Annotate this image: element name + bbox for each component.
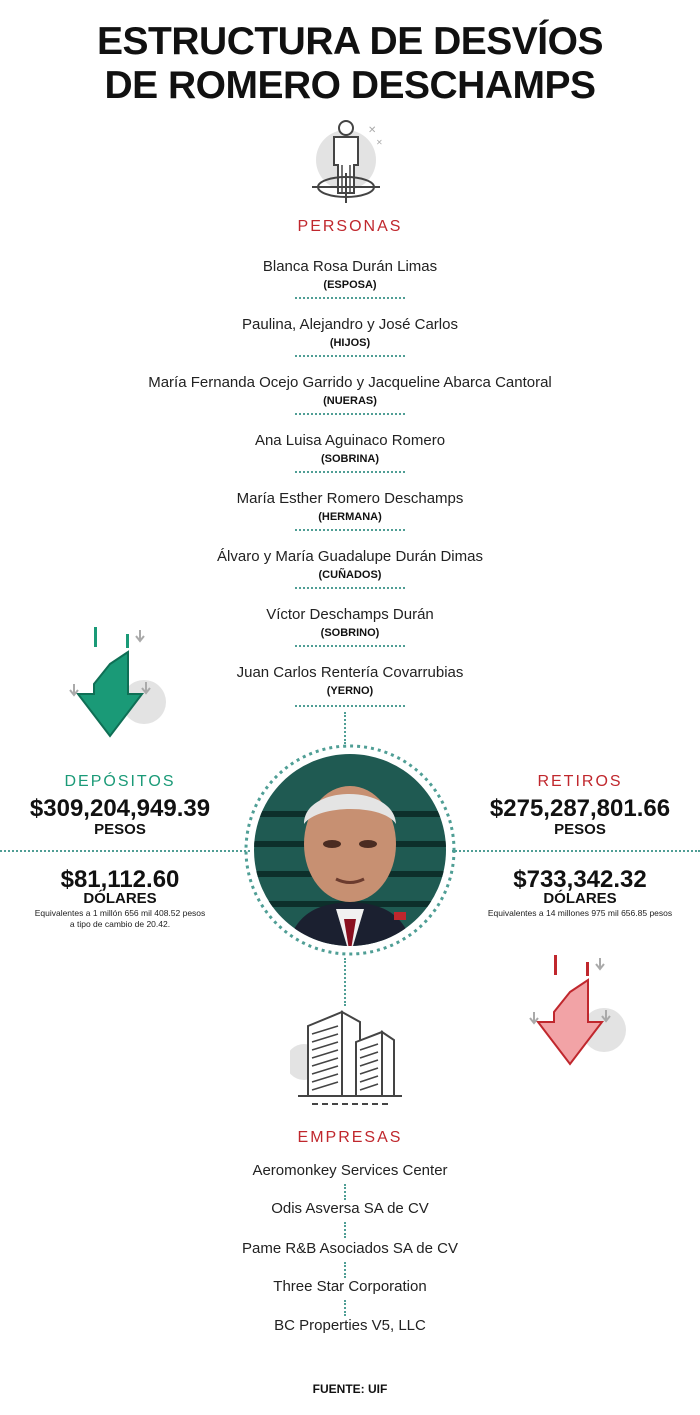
person-relation: (YERNO)	[326, 685, 374, 697]
divider	[295, 587, 405, 589]
divider	[295, 297, 405, 299]
company-name: Pame R&B Asociados SA de CV	[242, 1240, 458, 1257]
connector	[344, 958, 346, 1006]
retiros-note: Equivalentes a 14 millones 975 mil 656.85 pesos	[487, 908, 673, 918]
depositos-note-line-2: a tipo de cambio de 20.42.	[69, 919, 171, 929]
retiros-dolares-amount: $733,342.32	[513, 866, 647, 893]
down-arrow-red-icon	[526, 952, 630, 1074]
connector	[452, 850, 700, 852]
company-name: Three Star Corporation	[273, 1278, 427, 1295]
down-arrow-green-icon	[66, 624, 170, 746]
buildings-icon	[290, 1004, 410, 1108]
svg-text:✕: ✕	[376, 138, 383, 147]
connector	[344, 1222, 346, 1238]
svg-text:✕: ✕	[368, 125, 377, 136]
person-relation: (NUERAS)	[323, 395, 377, 407]
person-relation: (SOBRINA)	[320, 453, 380, 465]
person-name: Juan Carlos Rentería Covarrubias	[236, 664, 464, 681]
depositos-dolares-unit: DÓLARES	[83, 890, 157, 907]
depositos-pesos-unit: PESOS	[94, 821, 146, 838]
retiros-pesos-amount: $275,287,801.66	[489, 795, 671, 822]
connector	[344, 1184, 346, 1200]
connector	[344, 1300, 346, 1316]
person-name: Ana Luisa Aguinaco Romero	[254, 432, 446, 449]
connector	[0, 850, 250, 852]
person-name: María Esther Romero Deschamps	[236, 490, 464, 507]
person-relation: (HERMANA)	[318, 511, 382, 523]
person-name: Paulina, Alejandro y José Carlos	[242, 316, 458, 333]
depositos-note-line-1: Equivalentes a 1 millón 656 mil 408.52 pesos	[34, 908, 206, 918]
connector	[344, 1262, 346, 1278]
divider	[295, 471, 405, 473]
person-name: Blanca Rosa Durán Limas	[262, 258, 438, 275]
company-name: Aeromonkey Services Center	[252, 1162, 448, 1179]
retiros-dolares-unit: DÓLARES	[543, 890, 617, 907]
portrait	[244, 744, 456, 956]
retiros-pesos-unit: PESOS	[554, 821, 606, 838]
person-relation: (CUÑADOS)	[318, 569, 382, 581]
person-relation: (ESPOSA)	[323, 279, 377, 291]
person-icon	[310, 115, 390, 205]
divider	[295, 645, 405, 647]
person-relation: (SOBRINO)	[320, 627, 380, 639]
depositos-pesos-amount: $309,204,949.39	[29, 795, 211, 822]
company-name: BC Properties V5, LLC	[274, 1317, 426, 1334]
divider	[295, 355, 405, 357]
depositos-label: DEPÓSITOS	[64, 773, 176, 790]
company-name: Odis Asversa SA de CV	[271, 1200, 429, 1217]
title-line-1: ESTRUCTURA DE DESVÍOS	[97, 20, 603, 63]
divider	[295, 529, 405, 531]
person-name: María Fernanda Ocejo Garrido y Jacqueline Abarca Cantoral	[148, 374, 552, 391]
divider	[295, 705, 405, 707]
title-line-2: DE ROMERO DESCHAMPS	[104, 64, 596, 107]
page-title	[0, 20, 700, 108]
source-note: FUENTE: UIF	[312, 1382, 388, 1396]
person-relation: (HIJOS)	[329, 337, 371, 349]
retiros-label: RETIROS	[537, 773, 623, 790]
personas-label: PERSONAS	[297, 218, 403, 235]
empresas-label: EMPRESAS	[297, 1129, 403, 1146]
depositos-dolares-amount: $81,112.60	[60, 866, 180, 893]
person-name: Víctor Deschamps Durán	[266, 606, 434, 623]
person-name: Álvaro y María Guadalupe Durán Dimas	[217, 548, 483, 565]
divider	[295, 413, 405, 415]
connector	[344, 712, 346, 744]
depositos-note	[0, 908, 240, 930]
